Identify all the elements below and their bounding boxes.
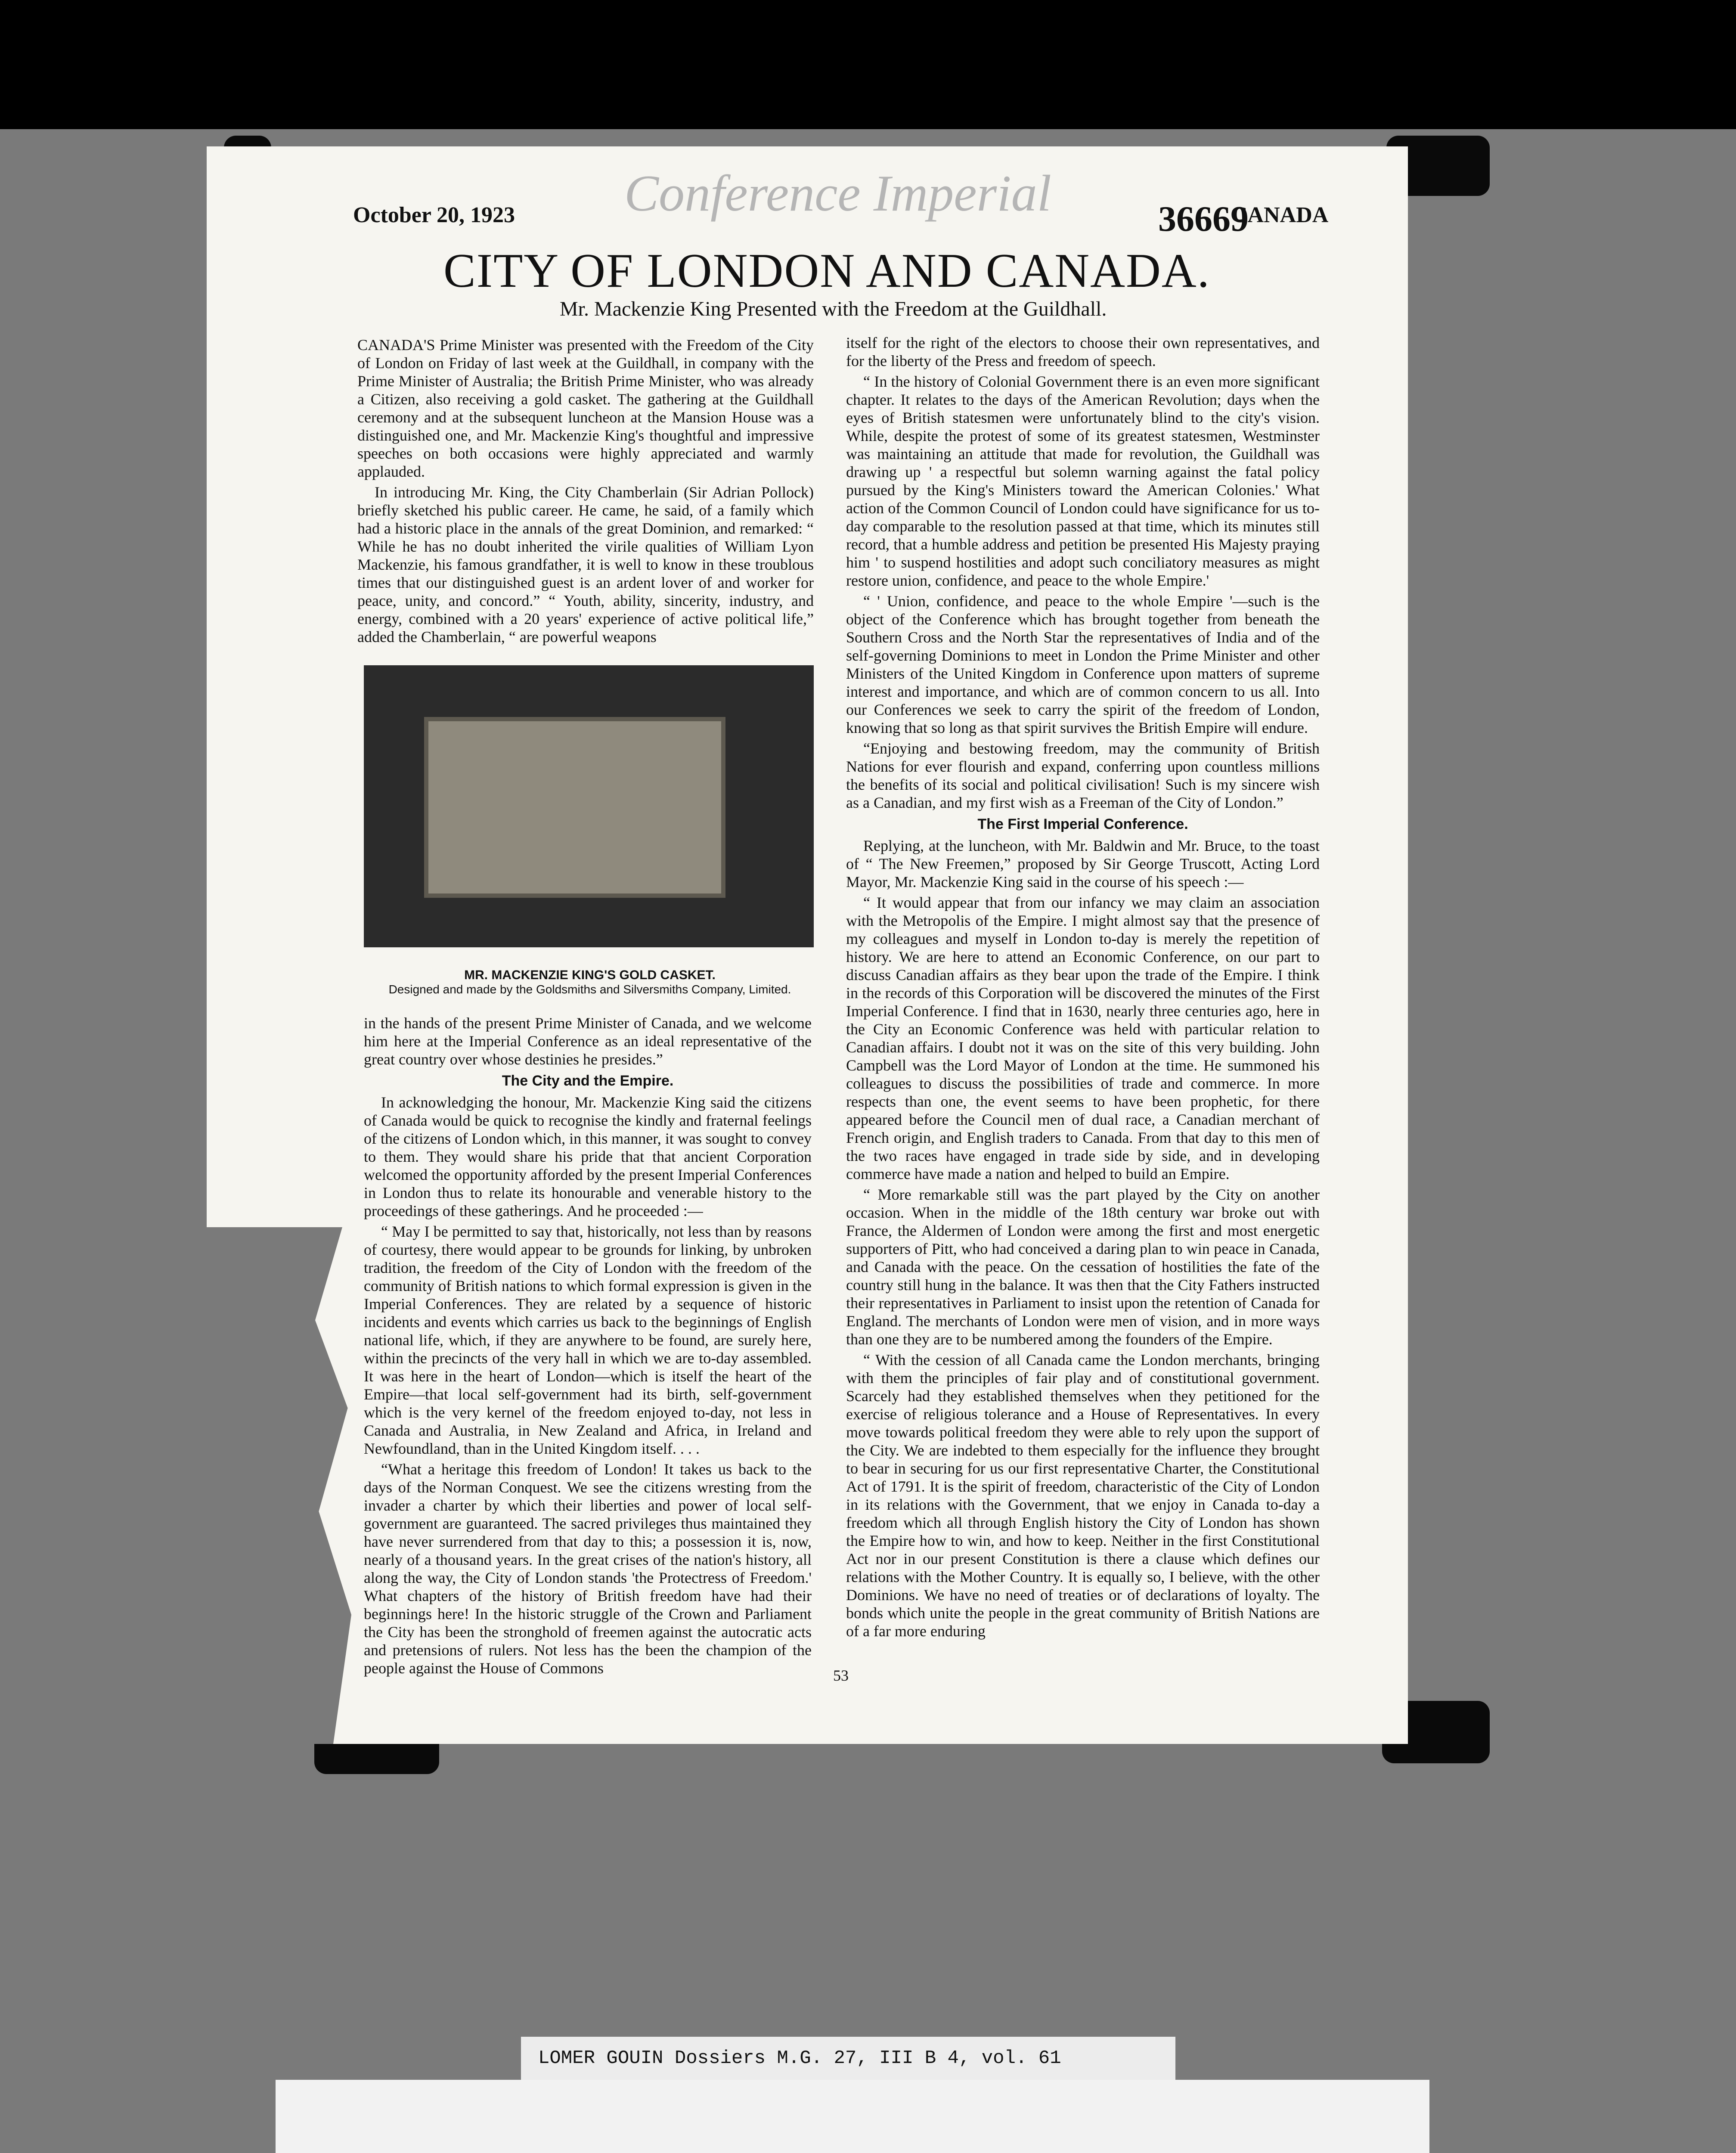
paragraph: itself for the right of the electors to choose their own representatives, and for the liberty of the Press and freedom of speech. xyxy=(846,334,1320,369)
paragraph: “Enjoying and bestowing freedom, may the community of British Nations for ever flourish and expand, conferring upon countless millions the benefits of its social and political civilisation! Such is my sincere wish as a Canadian, and my first wish as a Freeman of the City of London.” xyxy=(846,740,1320,811)
paragraph: In acknowledging the honour, Mr. Mackenzie King said the citizens of Canada would be quick to recognise the kindly and fraternal feelings of the citizens of London which, in this manner, it was sought to convey to them. They would share his pride that that ancient Corporation welcomed the opportunity afforded by the present Imperial Conferences in London thus to relate its honourable and venerable history to the proceedings of these gatherings. And he proceeded :— xyxy=(364,1094,812,1219)
left-column-top xyxy=(357,336,814,646)
stamp-number: 36669 xyxy=(1158,199,1249,239)
paragraph: CANADA'S Prime Minister was presented with the Freedom of the City of London on Friday of last week at the Guildhall, in company with the Prime Minister of Australia; the British Prime Minister, who was already a Citizen, also receiving a gold casket. The gathering at the Guildhall ceremony and at the subsequent luncheon at the Mansion House was a distinguished one, and Mr. Mackenzie King's thoughtful and impressive speeches on both occasions were highly appreciated and warmly applauded. xyxy=(357,336,814,480)
archive-stamp-card xyxy=(276,2080,1429,2153)
section-heading: The City and the Empire. xyxy=(502,1073,674,1089)
paragraph: In introducing Mr. King, the City Chamberlain (Sir Adrian Pollock) briefly sketched his public career. He came, he said, of a family which had a historic place in the annals of the great Dominion, and remarked: “ While he has no doubt inherited the virile qualities of William Lyon Mackenzie, his famous grandfather, it is well to know in these troublous times that our distinguished guest is an ardent lover of and worker for peace, unity, and concord.” “ Youth, ability, sincerity, industry, and energy, combined with a 20 years' experience of active political life,” added the Chamberlain, “ are powerful weapons xyxy=(357,484,814,645)
photo-credit: Designed and made by the Goldsmiths and Silversmiths Company, Limited. xyxy=(388,983,791,996)
article-title: CITY OF LONDON AND CANADA. xyxy=(443,244,1210,298)
section-heading: The First Imperial Conference. xyxy=(977,816,1188,832)
casket-photo xyxy=(364,665,814,947)
photo-caption: MR. MACKENZIE KING'S GOLD CASKET. xyxy=(464,968,716,982)
archive-reference-label: LOMER GOUIN Dossiers M.G. 27, III B 4, vol. 61 xyxy=(521,2037,1175,2080)
paragraph: in the hands of the present Prime Minister of Canada, and we welcome him here at the Imperial Conference as an ideal representative of the great country over whose destinies he presides.” xyxy=(364,1014,812,1068)
paragraph: “ It would appear that from our infancy we may claim an association with the Metropolis of the Empire. I might almost say that the presence of my colleagues and myself in London to-day is merely the repetition of history. We are here to attend an Economic Conference, on our part to discuss Canadian affairs as they bear upon the trade of the Empire. I think in the records of this Corporation will be discovered the minutes of the First Imperial Conference. I find that in 1630, nearly three centuries ago, here in the City an Economic Conference was held with particular relation to Canadian affairs. I doubt not it was on the site of this very building. John Campbell was the Lord Mayor of London at the time. He summoned his colleagues to discuss the possibilities of trade and commerce. In more respects than one, the event seems to have been prophetic, for there appeared before the Council men of dual race, a Canadian merchant of French origin, and English traders to Canada. From that day to this men of the two races have engaged in trade side by side, and in developing commerce have made a nation and helped to build an Empire. xyxy=(846,894,1320,1182)
paragraph: “ ' Union, confidence, and peace to the whole Empire '—such is the object of the Conference which has brought together from beneath the Southern Cross and the North Star the representatives of India and of the self-governing Dominions to meet in London the Prime Minister and other Ministers of the United Kingdom in Conference upon matters of supreme interest and importance, and which are of common concern to us all. Into our Conferences we seek to carry the spirit of the freedom of London, knowing that so long as that spirit survives the British Empire will endure. xyxy=(846,593,1320,736)
article-subtitle: Mr. Mackenzie King Presented with the Freedom at the Guildhall. xyxy=(560,298,1107,320)
paragraph: “ More remarkable still was the part played by the City on another occasion. When in the middle of the 18th century war broke out with France, the Aldermen of London were among the first and most energetic supporters of Pitt, who had conceived a daring plan to win peace in Canada, and Canada with the peace. On the cessation of hostilities the fate of the country still hung in the balance. It was then that the City Fathers instructed their representatives in Parliament to insist upon the retention of Canada for England. The merchants of London were men of vision, and in more ways than one they are to be numbered among the founders of the Empire. xyxy=(846,1186,1320,1348)
pencil-note: Conference Imperial xyxy=(624,164,1051,222)
paragraph: “ In the history of Colonial Government there is an even more significant chapter. It relates to the days of the American Revolution; days when the eyes of British statesmen were unfortunately blind to the city's vision. While, despite the protest of some of its greatest statesmen, Westminster was maintaining an attitude that made for revolution, the Guildhall was drawing up ' a respectful but solemn warning against the fatal policy pursued by the King's Ministers toward the American Colonies.' What action of the Common Council of London could have significance for us to-day comparable to the resolution passed at that time, which its minutes still record, that a humble address and petition be presented His Majesty praying him ' to suspend hostilities and adopt such conciliatory measures as might restore union, confidence, and peace to the whole Empire.' xyxy=(846,373,1320,589)
section-label: CANADA xyxy=(1231,203,1329,227)
left-column-bottom xyxy=(364,1014,812,1677)
paragraph: Replying, at the luncheon, with Mr. Baldwin and Mr. Bruce, to the toast of “ The New Freemen,” proposed by Sir George Truscott, Acting Lord Mayor, Mr. Mackenzie King said in the course of his speech :— xyxy=(846,837,1320,890)
issue-date: October 20, 1923 xyxy=(353,203,515,227)
gold-casket-image xyxy=(424,717,725,898)
right-column xyxy=(846,334,1320,1660)
page-number: 53 xyxy=(833,1667,849,1684)
paragraph: “ May I be permitted to say that, historically, not less than by reasons of courtesy, there would appear to be grounds for linking, by unbroken tradition, the freedom of the City of London with the freedom of the community of British nations to which formal expression is given in the Imperial Conferences. They are related by a sequence of historic incidents and events which carries us back to the beginnings of English national life, which, if they are anywhere to be found, are surely here, within the precincts of the very hall in which we are to-day assembled. It was here in the heart of London—which is itself the heart of the Empire—that local self-government had its birth, self-government which is the very kernel of the freedom enjoyed to-day, not less in Canada and Australia, in New Zealand and Africa, in Ireland and Newfoundland, than in the United Kingdom itself. . . . xyxy=(364,1223,812,1457)
paragraph: “ With the cession of all Canada came the London merchants, bringing with them the principles of fair play and of constitutional government. Scarcely had they established themselves when they petitioned for the exercise of religious tolerance and a House of Representatives. In every move towards political freedom they were able to rely upon the support of the City. We are indebted to them especially for the influence they brought to bear in securing for us our first representative Charter, the Constitutional Act of 1791. It is the spirit of freedom, characteristic of the City of London in its relations with the Government, that we enjoy in Canada to-day a freedom which all through English history the City of London has shown the Empire how to win, and how to keep. Neither in the first Constitutional Act nor in our present Constitution is there a clause which defines our relations with the Mother Country. It is equally so, I believe, with the other Dominions. We have no need of treaties or of declarations of loyalty. The bonds which unite the people in the great community of British Nations are of a far more enduring xyxy=(846,1351,1320,1640)
paragraph: “What a heritage this freedom of London! It takes us back to the days of the Norman Conquest. We see the citizens wresting from the invader a charter by which their liberties and power of local self-government are guaranteed. The sacred privileges thus maintained they have never surrendered from that day to this; a possession it is, now, nearly of a thousand years. In the great crises of the nation's history, all along the way, the City of London stands 'the Protectress of Freedom.' What chapters of the history of British freedom have had their beginnings here! In the historic struggle of the Crown and Parliament the City has been the stronghold of freemen against the autocratic acts and pretensions of rulers. Not less has the been the champion of the people against the House of Commons xyxy=(364,1461,812,1677)
